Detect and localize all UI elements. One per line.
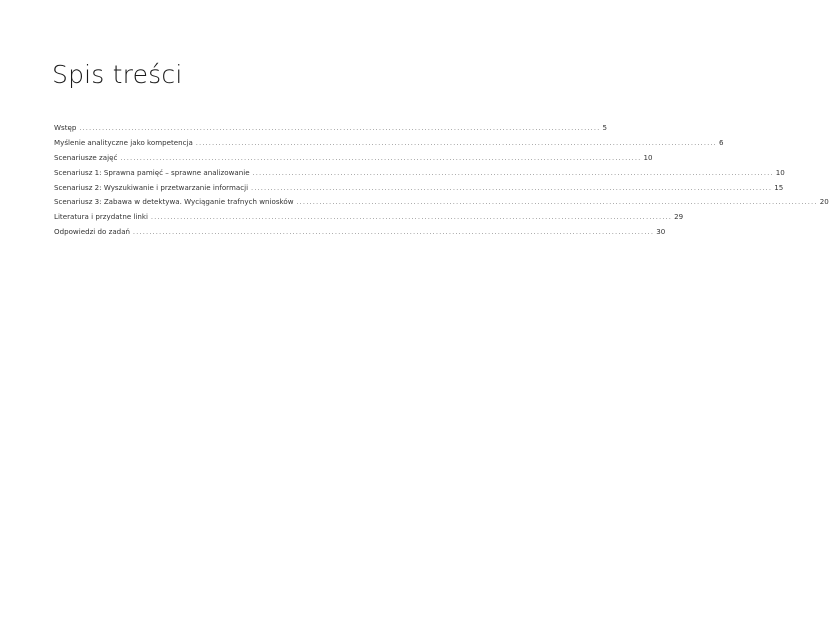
toc-entry-scenariusz-2 — [54, 182, 784, 198]
toc-leader-dots: ................................................................................................................................................................ — [120, 154, 642, 162]
toc-entry-scenariusz-3 — [54, 197, 829, 212]
toc-entry-label: Scenariusz 1: Sprawna pamięć – sprawne analizowanie — [54, 167, 250, 177]
toc-entry-literatura — [54, 212, 684, 227]
toc-entry-wstep — [54, 123, 608, 138]
toc-entry-scenariusze-zajec — [54, 152, 653, 168]
toc-entry-label: Odpowiedzi do zadań — [54, 227, 131, 237]
toc-entry-label: Wstęp — [54, 123, 77, 132]
toc-entry-label: Scenariusz 3: Zabawa w detektywa. Wyciąganie trafnych wniosków — [54, 197, 294, 207]
toc-entry-page: 5 — [602, 123, 608, 132]
toc-leader-dots: ................................................................................................................................................................ — [251, 184, 773, 192]
toc-entry-myslenie-analityczne — [54, 137, 724, 153]
toc-entry-scenariusz-1 — [54, 167, 785, 183]
toc-leader-dots: ................................................................................................................................................................ — [79, 125, 601, 132]
toc-entry-odpowiedzi — [54, 227, 666, 242]
toc-leader-dots: ................................................................................................................................................................ — [150, 214, 673, 222]
toc-entry-page: 10 — [643, 152, 653, 162]
toc-entry-label: Scenariusz 2: Wyszukiwanie i przetwarzanie informacji — [54, 182, 249, 192]
page-title: Spis treści — [52, 60, 183, 89]
toc-entry-page: 30 — [656, 227, 666, 237]
toc-entry-page: 20 — [819, 197, 829, 207]
toc-entry-page: 10 — [775, 167, 785, 177]
toc-entry-page: 29 — [674, 212, 684, 222]
toc-entry-page: 6 — [719, 137, 724, 147]
toc-leader-dots: ................................................................................................................................................................ — [195, 139, 718, 147]
toc-leader-dots: ................................................................................................................................................................ — [252, 169, 774, 177]
toc-entry-label: Myślenie analityczne jako kompetencja — [54, 137, 193, 147]
toc-leader-dots: ................................................................................................................................................................ — [133, 229, 655, 237]
toc-leader-dots: ................................................................................................................................................................ — [296, 199, 818, 207]
toc-entry-page: 15 — [774, 182, 784, 192]
table-of-contents — [54, 123, 829, 242]
toc-entry-label: Literatura i przydatne linki — [54, 212, 148, 222]
toc-entry-label: Scenariusze zajęć — [54, 152, 118, 162]
